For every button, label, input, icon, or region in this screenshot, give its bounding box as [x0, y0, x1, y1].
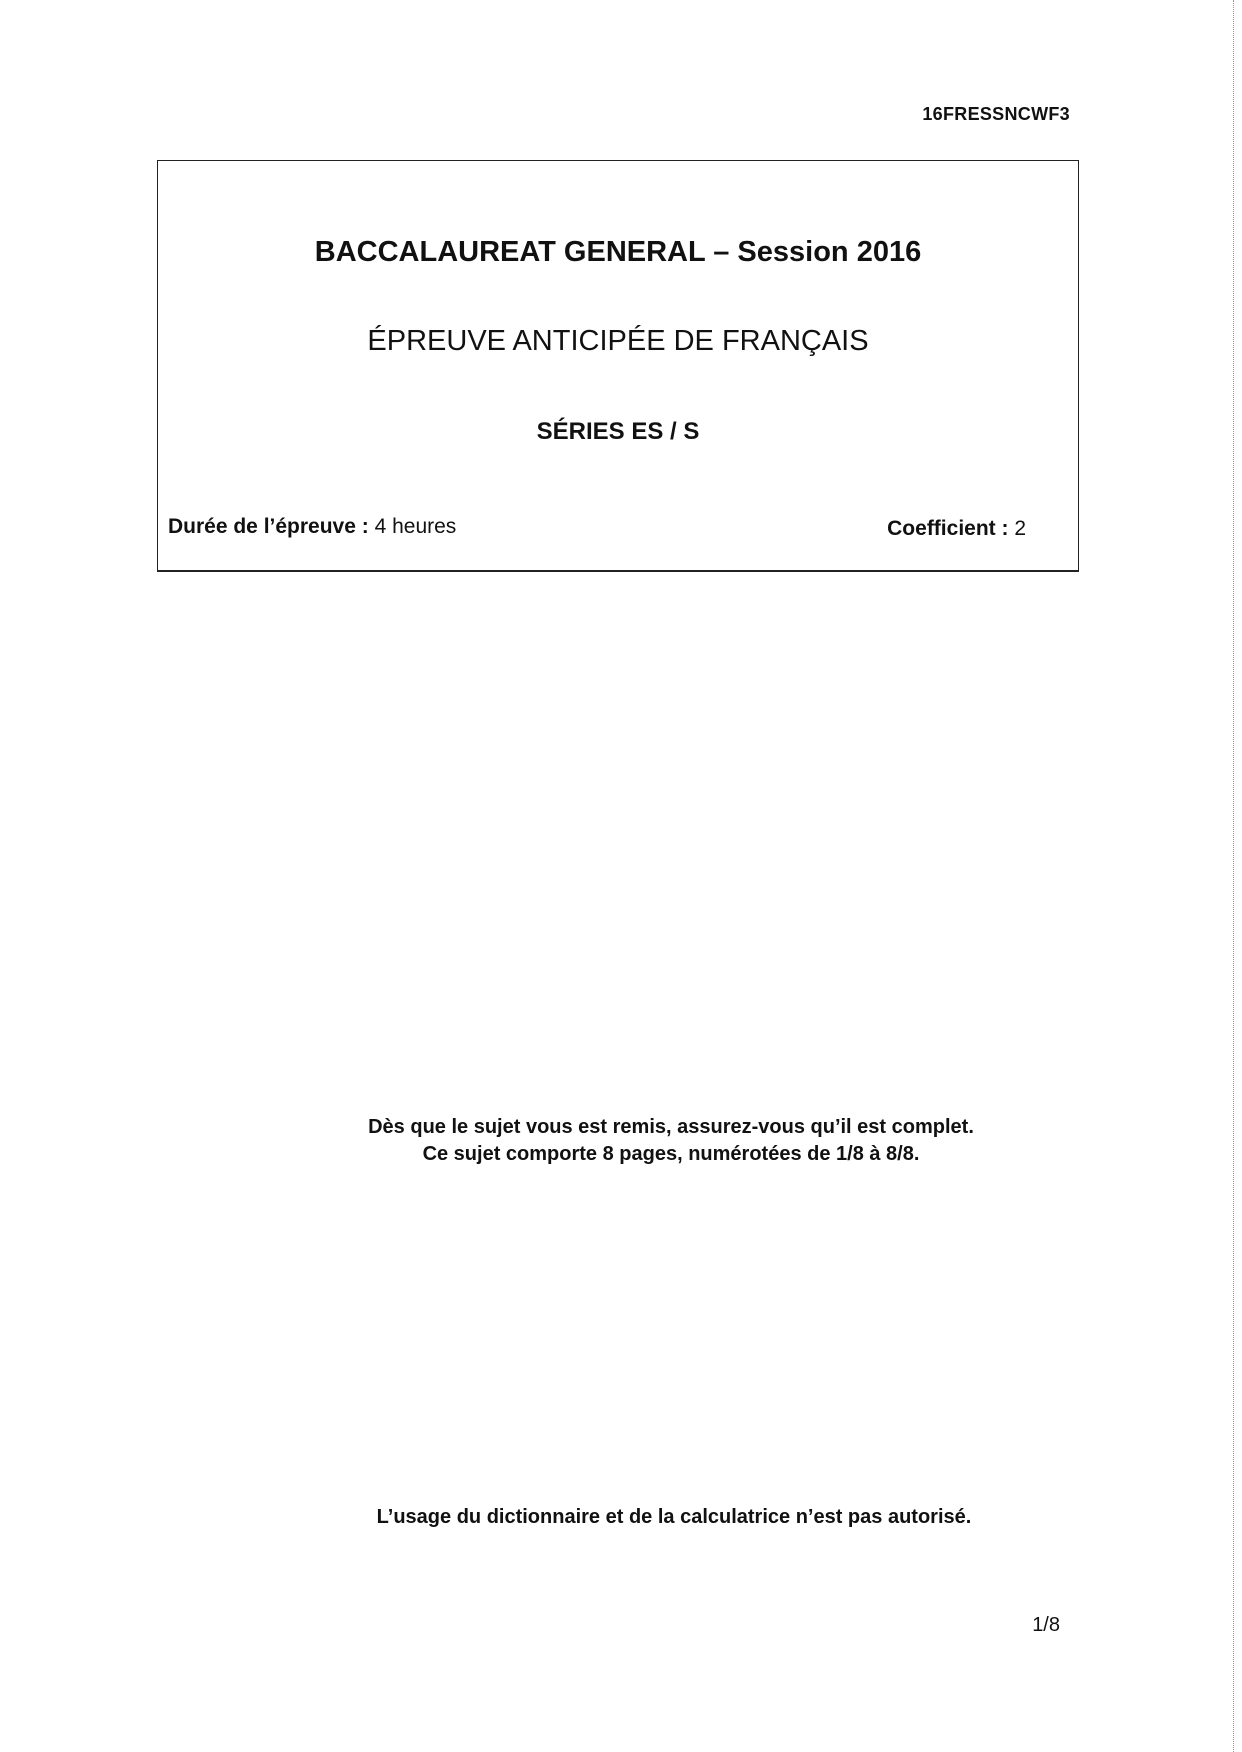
duration-label: Durée de l’épreuve : — [168, 515, 369, 538]
exam-title: BACCALAUREAT GENERAL – Session 2016 — [314, 236, 922, 268]
exam-header-box — [157, 160, 1079, 572]
scan-edge-line — [1233, 0, 1234, 1752]
notice-line-1: Dès que le sujet vous est remis, assurez-vous qu’il est complet. — [368, 1116, 974, 1138]
coefficient-value: 2 — [1008, 517, 1026, 540]
page-number: 1/8 — [1032, 1614, 1060, 1636]
usage-notice: L’usage du dictionnaire et de la calculatrice n’est pas autorisé. — [376, 1506, 972, 1528]
exam-duration — [168, 515, 456, 539]
exam-series: SÉRIES ES / S — [536, 418, 700, 445]
completeness-notice — [0, 1114, 1242, 1168]
notice-line-2: Ce sujet comporte 8 pages, numérotées de 1/8 à 8/8. — [422, 1143, 920, 1165]
coefficient-label: Coefficient : — [887, 517, 1009, 540]
duration-value: 4 heures — [368, 515, 457, 538]
subject-code: 16FRESSNCWF3 — [922, 104, 1070, 124]
exam-coefficient — [887, 517, 1026, 541]
exam-subtitle: ÉPREUVE ANTICIPÉE DE FRANÇAIS — [367, 325, 869, 357]
